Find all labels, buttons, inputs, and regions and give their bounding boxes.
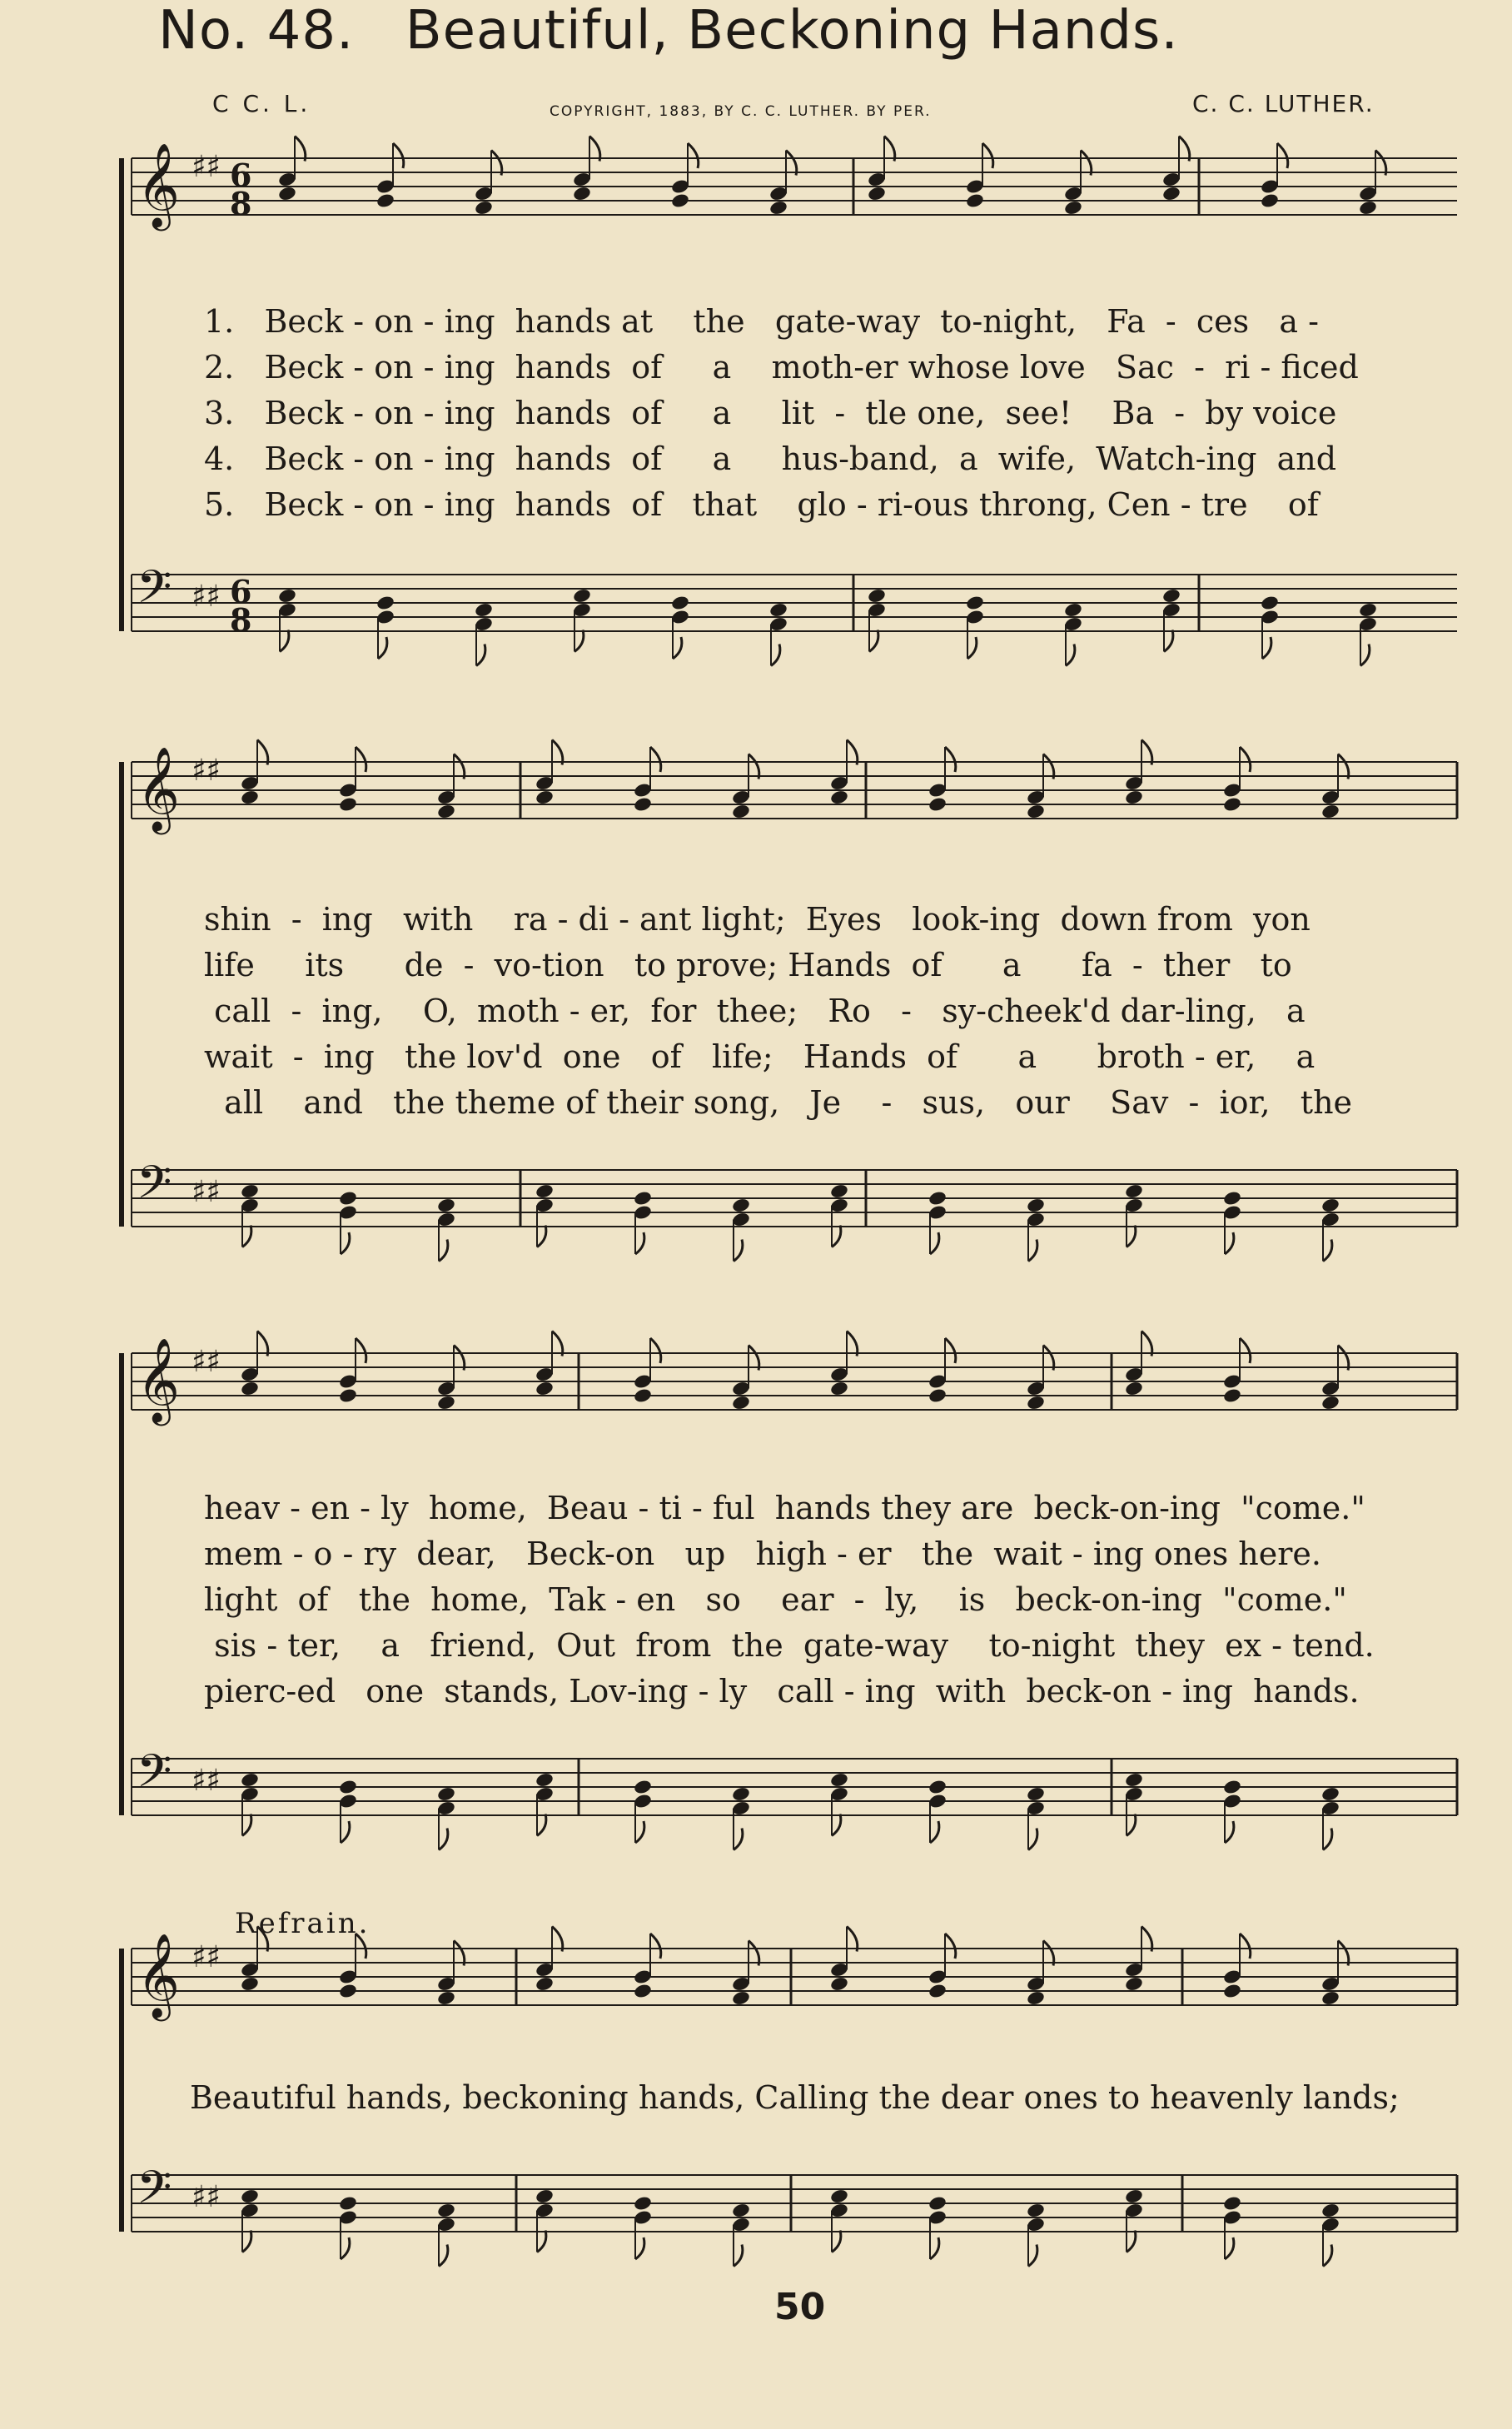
lyric-line: mem - o - ry dear, Beck-on up high - er the wait - ing ones here. [204, 1536, 1321, 1572]
note-flag [1240, 747, 1251, 772]
note-head [1222, 1387, 1242, 1404]
note-head [436, 1786, 456, 1803]
note-head [338, 1983, 358, 1999]
key-signature-icon: ♯♯ [191, 1764, 221, 1798]
note-head [338, 1779, 358, 1795]
note-head [1124, 1976, 1144, 1993]
note-head [474, 200, 494, 217]
note-head [535, 789, 555, 806]
note-head [376, 192, 395, 209]
note-head [1026, 804, 1046, 820]
lyric-line: all and the theme of their song, Je - sus, our Sav - ior, the [204, 1084, 1353, 1121]
note-head [535, 2188, 555, 2205]
note-flag [280, 630, 289, 652]
note-head [535, 1183, 555, 1200]
hymn-name: Beautiful, Beckoning Hands. [405, 0, 1179, 62]
note-head [240, 789, 260, 806]
lyric-line: Beautiful hands, beckoning hands, Calling the dear ones to heavenly lands; [190, 2079, 1400, 2116]
note-head [1222, 1779, 1242, 1795]
lyric-line: 3. Beck - on - ing hands of a lit - tle one, see! Ba - by voice [204, 395, 1337, 431]
note-head [277, 588, 297, 605]
note-head [1063, 602, 1083, 619]
note-flag [537, 1814, 546, 1836]
treble-clef-icon: 𝄞 [137, 745, 181, 831]
note-flag [1262, 637, 1271, 659]
note-flag [341, 1821, 350, 1843]
key-signature-icon: ♯♯ [191, 150, 221, 184]
note-flag [1323, 1240, 1332, 1262]
note-head [1222, 796, 1242, 813]
note-flag [1127, 2231, 1136, 2252]
note-head [867, 588, 887, 605]
refrain-label: Refrain. [235, 1907, 371, 1940]
note-head [240, 2188, 260, 2205]
note-head [277, 186, 297, 202]
lyric-line: 5. Beck - on - ing hands of that glo - ri-ous throng, Cen - tre of [204, 486, 1319, 523]
note-flag [945, 747, 956, 772]
note-head [1321, 1990, 1340, 2007]
note-flag [635, 2237, 644, 2259]
note-flag [537, 2231, 546, 2252]
bass-clef-icon: 𝄢 [137, 1156, 172, 1220]
note-head [338, 2195, 358, 2212]
note-head [928, 1387, 947, 1404]
time-signature-icon: 8 [230, 601, 252, 639]
note-head [338, 1387, 358, 1404]
note-head [1026, 2203, 1046, 2219]
note-head [1321, 1197, 1340, 1214]
note-head [1260, 192, 1280, 209]
note-head [1124, 1183, 1144, 1200]
note-flag [650, 1934, 661, 1959]
note-flag [673, 637, 682, 659]
note-flag [832, 1814, 841, 1836]
note-head [474, 602, 494, 619]
lyric-line: call - ing, O, moth - er, for thee; Ro - sy-cheek'd dar-ling, a [204, 993, 1306, 1029]
hymn-number: No. 48. [158, 0, 355, 62]
note-head [436, 1197, 456, 1214]
lyric-line: 2. Beck - on - ing hands of a moth-er whose love Sac - ri - ficed [204, 349, 1359, 386]
note-flag [1028, 1829, 1037, 1850]
note-head [928, 1190, 947, 1207]
note-flag [1225, 1821, 1234, 1843]
note-flag [1277, 143, 1288, 168]
note-head [731, 1786, 751, 1803]
note-head [436, 1990, 456, 2007]
note-head [768, 602, 788, 619]
note-flag [341, 2237, 350, 2259]
note-flag [439, 1240, 448, 1262]
note-flag [1323, 2245, 1332, 2267]
note-flag [1028, 1240, 1037, 1262]
note-head [1026, 1786, 1046, 1803]
treble-clef-icon: 𝄞 [137, 1932, 181, 2018]
note-flag [734, 1829, 743, 1850]
note-head [633, 1983, 653, 1999]
note-head [1026, 1197, 1046, 1214]
note-head [965, 192, 985, 209]
lyric-line: shin - ing with ra - di - ant light; Eyes look-ing down from yon [204, 901, 1311, 938]
note-head [965, 595, 985, 611]
bass-clef-icon: 𝄢 [137, 2161, 172, 2225]
note-head [670, 595, 690, 611]
note-head [1124, 789, 1144, 806]
note-head [829, 1183, 849, 1200]
note-flag [378, 637, 387, 659]
note-head [240, 1772, 260, 1789]
note-head [1124, 1772, 1144, 1789]
note-head [1124, 1381, 1144, 1397]
note-head [1161, 588, 1181, 605]
note-head [535, 1976, 555, 1993]
note-head [731, 2203, 751, 2219]
bass-clef-icon: 𝄢 [137, 560, 172, 625]
note-flag [982, 143, 993, 168]
lyricist-credit: C C. L. [212, 90, 311, 117]
note-flag [537, 1226, 546, 1247]
note-head [731, 1395, 751, 1411]
key-signature-icon: ♯♯ [191, 1175, 221, 1209]
note-head [1358, 602, 1378, 619]
note-head [829, 1976, 849, 1993]
note-flag [341, 1232, 350, 1254]
note-head [1026, 1395, 1046, 1411]
lyric-line: 1. Beck - on - ing hands at the gate-way to-night, Fa - ces a - [204, 303, 1319, 340]
note-head [633, 1387, 653, 1404]
note-head [829, 789, 849, 806]
key-signature-icon: ♯♯ [191, 1345, 221, 1379]
note-head [1026, 1990, 1046, 2007]
note-head [768, 200, 788, 217]
note-head [1321, 1786, 1340, 1803]
note-flag [832, 2231, 841, 2252]
note-flag [771, 645, 780, 666]
note-flag [439, 1829, 448, 1850]
note-flag [1164, 630, 1173, 652]
note-flag [1225, 1232, 1234, 1254]
note-head [829, 1381, 849, 1397]
note-head [535, 1381, 555, 1397]
note-head [572, 186, 592, 202]
note-head [1260, 595, 1280, 611]
treble-clef-icon: 𝄞 [137, 1336, 181, 1422]
note-head [572, 588, 592, 605]
note-flag [393, 143, 404, 168]
note-head [338, 796, 358, 813]
note-flag [1127, 1814, 1136, 1836]
note-head [240, 1183, 260, 1200]
lyric-line: wait - ing the lov'd one of life; Hands of a broth - er, a [204, 1038, 1316, 1075]
note-head [731, 1990, 751, 2007]
page-number: 50 [774, 2286, 826, 2328]
note-flag [650, 1338, 661, 1363]
note-head [928, 2195, 947, 2212]
note-flag [945, 1934, 956, 1959]
lyric-line: sis - ter, a friend, Out from the gate-way to-night they ex - tend. [204, 1627, 1375, 1664]
note-head [535, 1772, 555, 1789]
note-flag [1240, 1338, 1251, 1363]
note-head [731, 1197, 751, 1214]
note-head [1358, 200, 1378, 217]
time-signature-icon: 8 [230, 185, 252, 222]
note-head [1222, 2195, 1242, 2212]
note-head [1321, 1395, 1340, 1411]
bass-clef-icon: 𝄢 [137, 1745, 172, 1809]
note-head [731, 804, 751, 820]
note-flag [635, 1232, 644, 1254]
note-flag [832, 1226, 841, 1247]
note-head [376, 595, 395, 611]
note-flag [242, 2231, 251, 2252]
note-flag [242, 1814, 251, 1836]
note-flag [1240, 1934, 1251, 1959]
note-flag [688, 143, 699, 168]
note-head [240, 1381, 260, 1397]
lyric-line: 4. Beck - on - ing hands of a hus-band, a wife, Watch-ing and [204, 441, 1337, 477]
note-head [1063, 200, 1083, 217]
note-head [928, 796, 947, 813]
note-head [928, 1983, 947, 1999]
composer-credit: C. C. LUTHER. [1192, 90, 1375, 117]
note-flag [945, 1338, 956, 1363]
note-flag [734, 2245, 743, 2267]
note-head [436, 804, 456, 820]
note-head [1222, 1983, 1242, 1999]
note-head [338, 1190, 358, 1207]
note-head [867, 186, 887, 202]
note-flag [869, 630, 878, 652]
note-head [928, 1779, 947, 1795]
lyric-line: light of the home, Tak - en so ear - ly, is beck-on-ing "come." [204, 1581, 1347, 1618]
note-head [633, 1190, 653, 1207]
time-signature-icon: 6 [230, 573, 252, 610]
lyric-line: heav - en - ly home, Beau - ti - ful hands they are beck-on-ing "come." [204, 1490, 1365, 1526]
note-flag [439, 2245, 448, 2267]
treble-clef-icon: 𝄞 [137, 142, 181, 227]
note-flag [1028, 2245, 1037, 2267]
note-head [240, 1976, 260, 1993]
note-flag [734, 1240, 743, 1262]
note-head [436, 2203, 456, 2219]
note-flag [1066, 645, 1075, 666]
note-flag [635, 1821, 644, 1843]
note-flag [476, 645, 485, 666]
time-signature-icon: 6 [230, 157, 252, 194]
note-flag [1360, 645, 1370, 666]
copyright-notice: COPYRIGHT, 1883, BY C. C. LUTHER. BY PER. [550, 103, 932, 120]
note-flag [930, 2237, 939, 2259]
note-head [829, 2188, 849, 2205]
note-flag [650, 747, 661, 772]
note-flag [967, 637, 977, 659]
lyric-line: life its de - vo-tion to prove; Hands of a fa - ther to [204, 947, 1292, 983]
note-flag [574, 630, 584, 652]
key-signature-icon: ♯♯ [191, 1940, 221, 1974]
note-head [1321, 804, 1340, 820]
note-flag [242, 1226, 251, 1247]
key-signature-icon: ♯♯ [191, 580, 221, 614]
note-head [670, 192, 690, 209]
note-head [436, 1395, 456, 1411]
note-flag [1127, 1226, 1136, 1247]
note-flag [1323, 1829, 1332, 1850]
note-flag [356, 1338, 366, 1363]
note-flag [356, 747, 366, 772]
note-head [1222, 1190, 1242, 1207]
note-flag [930, 1821, 939, 1843]
note-head [1321, 2203, 1340, 2219]
note-flag [1225, 2237, 1234, 2259]
lyric-line: pierc-ed one stands, Lov-ing - ly call - ing with beck-on - ing hands. [204, 1673, 1360, 1710]
note-head [633, 2195, 653, 2212]
note-head [829, 1772, 849, 1789]
note-head [633, 1779, 653, 1795]
note-flag [930, 1232, 939, 1254]
note-head [1124, 2188, 1144, 2205]
key-signature-icon: ♯♯ [191, 2180, 221, 2214]
note-head [633, 796, 653, 813]
note-head [1161, 186, 1181, 202]
key-signature-icon: ♯♯ [191, 754, 221, 788]
